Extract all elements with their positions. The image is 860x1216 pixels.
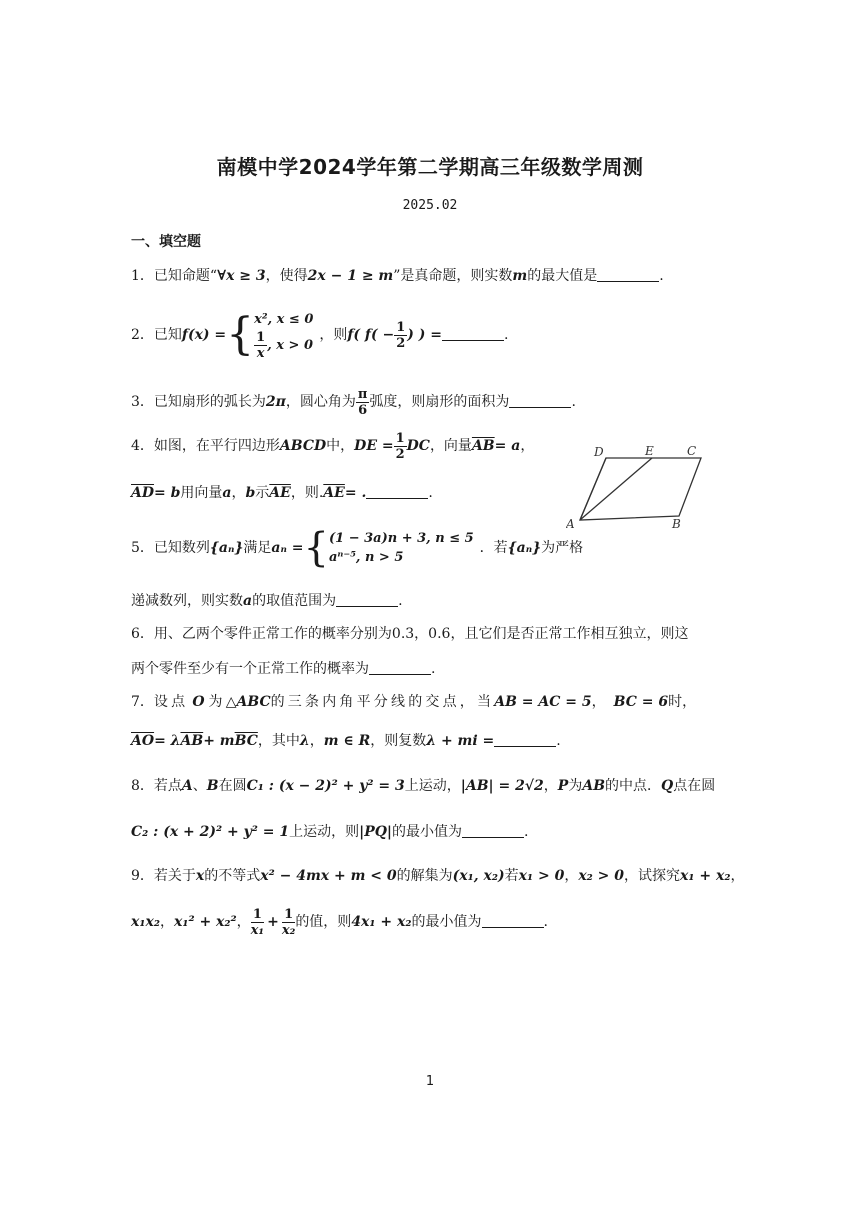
problem-3 — [131, 384, 576, 420]
exam-date: 2025.02 — [402, 198, 458, 213]
problem-text: . — [431, 661, 436, 677]
problem-text: . — [428, 485, 433, 501]
problem-number: 5． — [131, 540, 154, 556]
math: = . — [344, 485, 367, 501]
math: x² − 4mx + m < 0 — [260, 868, 397, 884]
problem-text: 为 — [568, 778, 583, 794]
brace: { — [226, 309, 255, 360]
problem-number: 7． — [131, 694, 154, 710]
section-heading: 一、填空题 — [131, 234, 201, 250]
case-1: x², x ≤ 0 — [254, 312, 314, 327]
problem-text: ，则. — [290, 485, 324, 501]
answer-blank — [509, 393, 571, 408]
case-2 — [254, 330, 313, 361]
math: 4x₁ + x₂ — [351, 914, 412, 930]
math: △ABC — [225, 694, 271, 710]
page-title: 南模中学2024学年第二学期高三年级数学周测 — [216, 155, 644, 179]
problem-text: 已知命题“ — [153, 268, 218, 284]
problem-text: ，其中 — [257, 733, 300, 749]
problem-text: 两个零件至少有一个正常工作的概率为 — [131, 661, 369, 677]
math: aₙ = — [271, 540, 304, 556]
answer-blank — [366, 484, 428, 499]
problem-text: . — [524, 824, 529, 840]
label-c: C — [687, 444, 697, 458]
problem-text: 的最小值为 — [411, 914, 482, 930]
denominator: 6 — [358, 402, 368, 418]
problem-7-line-2 — [131, 731, 561, 751]
vector: $\overline{AE}$ — [269, 485, 291, 501]
math: {aₙ} — [507, 540, 542, 556]
math: = λ — [154, 733, 181, 749]
problem-8-line-2 — [131, 822, 528, 842]
problem-text: . — [659, 268, 664, 284]
problem-number: 8． — [131, 778, 154, 794]
problem-text: ， — [159, 914, 174, 930]
problem-4-line-1 — [131, 428, 534, 464]
condition: , x > 0 — [267, 338, 313, 353]
vector: $\overline{AB}$ — [180, 733, 204, 749]
math: m — [512, 268, 528, 284]
math: C₁ : (x − 2)² + y² = 3 — [246, 778, 405, 794]
math: m ∈ R — [323, 733, 371, 749]
math: |PQ| — [359, 824, 393, 840]
math: (x₁, x₂) — [452, 868, 505, 884]
math: x — [195, 868, 205, 884]
problem-6-line-2 — [131, 659, 435, 679]
problem-text: ， — [231, 485, 246, 501]
math: |AB| = 2√2 — [460, 778, 544, 794]
math: = b — [154, 485, 181, 501]
label-b: B — [672, 517, 681, 530]
problem-text: 若点 — [153, 778, 182, 794]
problem-text: 在圆 — [218, 778, 247, 794]
problem-7-line-1 — [131, 692, 696, 712]
problem-5-line-1 — [131, 524, 583, 572]
denominator: x₁ — [250, 922, 265, 938]
problem-text: . — [503, 327, 509, 343]
problem-number: 1． — [131, 268, 154, 284]
math: = a — [494, 438, 521, 454]
math: + — [267, 914, 279, 930]
problem-text: 时， — [668, 694, 697, 710]
math: f( f( − — [347, 327, 395, 343]
problem-text: . — [556, 733, 561, 749]
vector: $\overline{AE}$ — [323, 485, 345, 501]
math: λ — [299, 733, 310, 749]
answer-blank — [597, 267, 659, 282]
problem-text: ， — [543, 778, 558, 794]
denominator: x — [256, 346, 265, 361]
problem-text: 若关于 — [153, 868, 196, 884]
problem-5-line-2 — [131, 591, 403, 611]
problem-text: 已知扇形的弧长为 — [153, 394, 266, 410]
problem-4-line-2 — [131, 483, 433, 503]
problem-text: 的取值范围为 — [252, 593, 337, 609]
math: b — [245, 485, 256, 501]
problem-text: 的三条内角平分线的交点，当 — [270, 694, 495, 710]
problem-text: 的最小值为 — [392, 824, 463, 840]
parallelogram-figure — [566, 444, 716, 530]
problem-text: 弧度，则扇形的面积为 — [369, 394, 510, 410]
fraction — [251, 907, 264, 938]
problem-text: 为 — [208, 694, 226, 710]
problem-text: ，圆心角为 — [285, 394, 356, 410]
answer-blank — [336, 592, 398, 607]
fraction — [282, 907, 295, 938]
problem-text: ， — [520, 438, 535, 454]
problem-text: ，则复数 — [370, 733, 427, 749]
problem-text: 若 — [504, 868, 519, 884]
denominator: 2 — [396, 335, 406, 351]
problem-text: . — [571, 394, 576, 410]
label-a: A — [566, 517, 575, 530]
vector: $\overline{AD}$ — [131, 485, 155, 501]
problem-text: 已知 — [153, 327, 182, 343]
page-number: 1 — [425, 1074, 435, 1089]
problem-text: . — [398, 593, 403, 609]
brace: { — [303, 525, 329, 571]
fraction — [394, 431, 407, 462]
problem-number: 6． — [131, 626, 154, 642]
problem-text: 中， — [326, 438, 355, 454]
problem-text: ， — [730, 868, 745, 884]
problem-1 — [131, 266, 664, 286]
math: 2π — [265, 394, 286, 410]
piecewise-cases — [329, 529, 474, 567]
problem-text: ， — [309, 733, 324, 749]
math: C₂ : (x + 2)² + y² = 1 — [131, 824, 290, 840]
problem-text: 、 — [192, 778, 207, 794]
problem-text: 的中点． — [605, 778, 662, 794]
math: ABCD — [279, 438, 327, 454]
math: P — [557, 778, 569, 794]
math: 2x − 1 ≥ m — [307, 268, 394, 284]
math: a — [222, 485, 232, 501]
numerator: 1 — [282, 907, 295, 923]
problem-text: ”是真命题，则实数 — [393, 268, 513, 284]
problem-text: ， — [564, 868, 579, 884]
math: O — [192, 694, 205, 710]
vector: $\overline{AB}$ — [471, 438, 495, 454]
piecewise-cases — [254, 309, 313, 361]
problem-text: 已知数列 — [153, 540, 210, 556]
math: λ + mi = — [426, 733, 495, 749]
problem-text: 示 — [255, 485, 270, 501]
problem-text: ， — [591, 694, 606, 710]
vector: $\overline{AO}$ — [131, 733, 155, 749]
problem-number: 3． — [131, 394, 154, 410]
fraction — [394, 320, 407, 351]
answer-blank — [442, 326, 504, 341]
case-1: (1 − 3a)n + 3, n ≤ 5 — [328, 531, 474, 546]
numerator: 1 — [251, 907, 264, 923]
math: B — [206, 778, 219, 794]
math: f(x) = — [181, 327, 227, 343]
problem-9-line-2 — [131, 902, 548, 942]
vector: $\overline{BC}$ — [234, 733, 258, 749]
problem-text: . — [543, 914, 548, 930]
problem-text: ，使得 — [265, 268, 308, 284]
answer-blank — [462, 823, 524, 838]
math: ) ) = — [407, 327, 442, 343]
math: DC — [406, 438, 430, 454]
math: x₁ + x₂ — [680, 868, 731, 884]
problem-number: 9． — [131, 868, 154, 884]
problem-text: 的不等式 — [204, 868, 261, 884]
math: x₂ > 0 — [578, 868, 625, 884]
problem-text: 的最大值是 — [527, 268, 598, 284]
math: x₁x₂ — [131, 914, 160, 930]
problem-text: 点在圆 — [673, 778, 716, 794]
problem-text: 为严格 — [541, 540, 584, 556]
problem-9-line-1 — [131, 866, 744, 886]
problem-2 — [131, 306, 508, 364]
problem-text: 递减数列，则实数 — [131, 593, 243, 609]
problem-text: ，则 — [319, 327, 348, 343]
problem-6-line-1 — [131, 624, 688, 644]
answer-blank — [494, 732, 556, 747]
problem-text: 上运动， — [404, 778, 461, 794]
problem-text: ．若 — [479, 540, 508, 556]
case-2: aⁿ⁻⁵, n > 5 — [328, 550, 404, 565]
math: ∀x ≥ 3 — [217, 268, 266, 284]
problem-text: 的值，则 — [295, 914, 352, 930]
problem-text: 如图，在平行四边形 — [153, 438, 280, 454]
math: Q — [661, 778, 674, 794]
fraction — [254, 330, 267, 361]
problem-text: 满足 — [243, 540, 272, 556]
numerator: π — [357, 386, 368, 402]
problem-text: 用向量 — [180, 485, 223, 501]
problem-text: 设点 — [153, 694, 189, 710]
problem-text: 的解集为 — [396, 868, 453, 884]
problem-text: ，试探究 — [624, 868, 681, 884]
math: A — [181, 778, 193, 794]
math: x₁ > 0 — [518, 868, 565, 884]
math: BC = 6 — [613, 694, 669, 710]
numerator: 1 — [396, 319, 406, 335]
problem-text: ，向量 — [429, 438, 472, 454]
denominator: 2 — [395, 446, 405, 462]
math: DE = — [354, 438, 394, 454]
label-e: E — [645, 444, 654, 458]
segment-ae — [580, 458, 652, 520]
segment-ad — [580, 458, 606, 520]
problem-text: 上运动，则 — [289, 824, 360, 840]
problem-number: 2． — [131, 327, 154, 343]
math: AB — [582, 778, 606, 794]
fraction — [356, 387, 370, 418]
numerator: 1 — [256, 330, 266, 345]
denominator: x₂ — [281, 922, 296, 938]
numerator: 1 — [395, 430, 405, 446]
problem-text: ， — [236, 914, 251, 930]
math: a — [243, 593, 253, 609]
problem-8-line-1 — [131, 776, 715, 796]
math: x₁² + x₂² — [173, 914, 237, 930]
math: + m — [203, 733, 235, 749]
label-d: D — [594, 445, 604, 459]
problem-number: 4． — [131, 438, 154, 454]
answer-blank — [369, 660, 431, 675]
answer-blank — [482, 913, 544, 928]
math: AB = AC = 5 — [494, 694, 592, 710]
math: {aₙ} — [209, 540, 244, 556]
problem-text: 用、乙两个零件正常工作的概率分别为0.3，0.6，且它们是否正常工作相互独立，则这 — [153, 626, 689, 642]
